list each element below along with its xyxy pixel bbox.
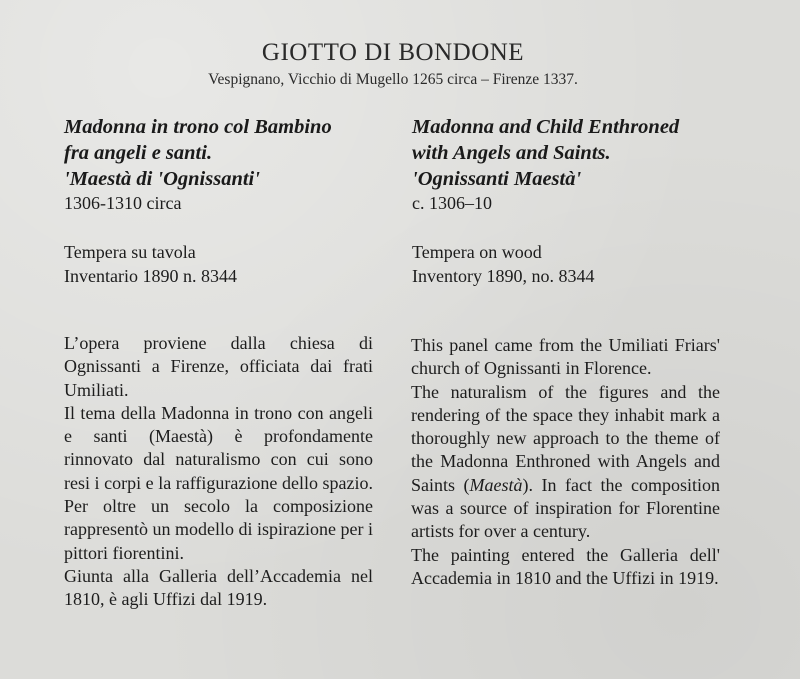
italian-paragraph: Il tema della Madonna in trono con angeli e santi (Maestà) è profondamente rinnovato dal naturalismo con cui sono resi i corpi e la raffigurazione dello spazio. Per oltre un secolo la composizione rappresentò un modello di ispirazione per i pittori fiorentini. (64, 402, 373, 563)
italian-title (64, 114, 374, 192)
english-paragraph-text: The naturalism of the figures and the rendering of the space they inhabit mark a thoroughly new approach to the theme of the Madonna Enthroned with Angels and Saints ( (411, 381, 720, 495)
english-title (412, 114, 722, 192)
italian-inventory: Inventario 1890 n. 8344 (64, 266, 237, 286)
italian-paragraph: Giunta alla Galleria dell’Accademia nel 1810, è agli Uffizi dal 1919. (64, 565, 373, 610)
english-medium: Tempera on wood (412, 242, 542, 262)
english-title-line: 'Ognissanti Maestà' (412, 168, 582, 190)
italian-heading-block (64, 114, 374, 288)
english-medium-block (412, 240, 722, 288)
italian-title-line: 'Maestà di 'Ognissanti' (64, 168, 260, 190)
italian-title-line: fra angeli e santi. (64, 142, 213, 164)
english-title-line: with Angels and Saints. (412, 142, 611, 164)
english-heading-block (412, 114, 722, 288)
italian-medium: Tempera su tavola (64, 242, 196, 262)
english-paragraph-italic: Maestà (469, 474, 523, 495)
english-paragraph (411, 381, 720, 544)
artist-lifespan: Vespignano, Vicchio di Mugello 1265 circa – Firenze 1337. (208, 71, 578, 88)
italian-medium-block (64, 240, 374, 288)
english-inventory: Inventory 1890, no. 8344 (412, 266, 595, 286)
english-title-line: Madonna and Child Enthroned (412, 116, 680, 138)
italian-description (64, 332, 373, 612)
english-description (411, 334, 720, 590)
english-paragraph: The painting entered the Galleria dell' Accademia in 1810 and the Uffizi in 1919. (411, 544, 720, 588)
italian-paragraph: L’opera proviene dalla chiesa di Ognissanti a Firenze, officiata dai frati Umiliati. (64, 333, 373, 400)
english-date: c. 1306–10 (412, 193, 492, 213)
label-header (0, 38, 786, 89)
english-paragraph-text: ). In fact the composition was a source of inspiration for Florentine artists for over a century. (411, 474, 720, 542)
artist-name: GIOTTO DI BONDONE (261, 39, 525, 66)
italian-date: 1306-1310 circa (64, 193, 182, 213)
english-paragraph: This panel came from the Umiliati Friars' church of Ognissanti in Florence. (411, 335, 720, 379)
italian-title-line: Madonna in trono col Bambino (64, 116, 332, 138)
